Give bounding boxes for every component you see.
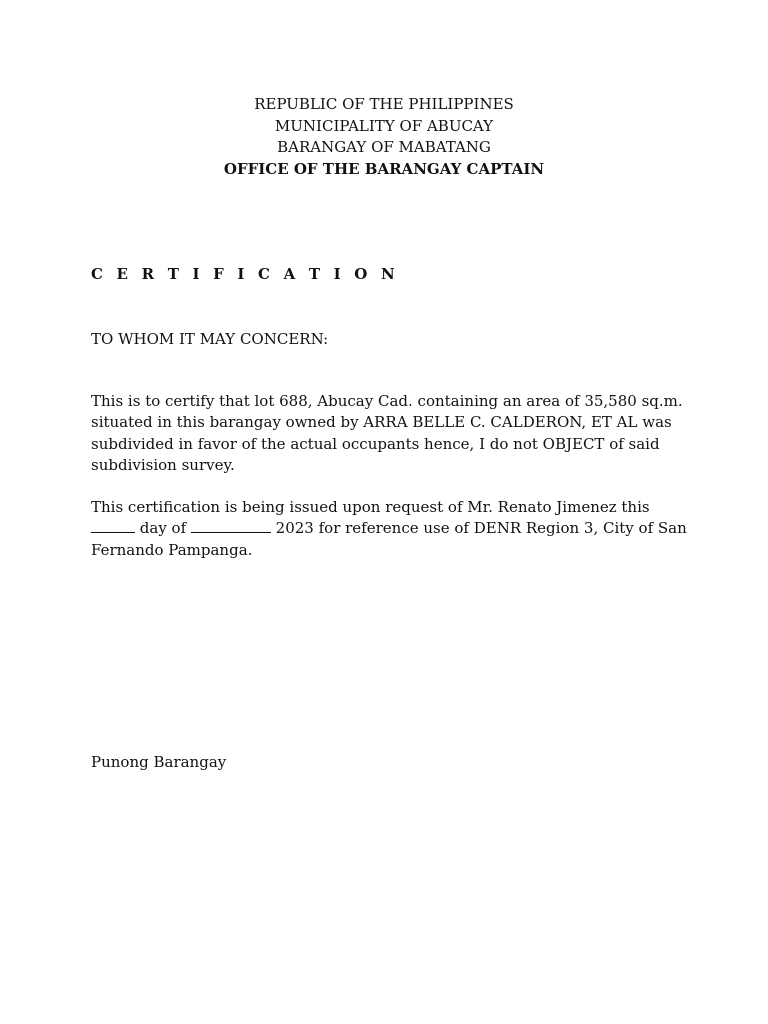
paragraph-2-line-1: This certification is being issued upon request of Mr. Renato Jimenez this — [91, 498, 650, 516]
certification-paragraph-1 — [91, 391, 691, 476]
paragraph-1-line-4: subdivision survey. — [91, 455, 235, 474]
year-reference-text: 2023 for reference use of DENR Region 3, City of San — [270, 519, 687, 538]
header-republic: REPUBLIC OF THE PHILIPPINES — [254, 95, 514, 113]
header-municipality: MUNICIPALITY OF ABUCAY — [274, 116, 494, 135]
certification-title: C E R T I F I C A T I O N — [91, 265, 399, 283]
month-blank-line — [191, 520, 271, 533]
header-barangay: BARANGAY OF MABATANG — [277, 138, 491, 156]
document-header — [0, 94, 768, 180]
salutation: TO WHOM IT MAY CONCERN: — [91, 330, 329, 348]
certification-paragraph-2 — [91, 497, 691, 561]
paragraph-2-line-3: Fernando Pampanga. — [91, 540, 253, 559]
day-of-text: day of — [135, 519, 191, 538]
paragraph-1-line-2: situated in this barangay owned by ARRA BELLE C. CALDERON, ET AL was — [91, 413, 672, 432]
day-blank-line — [91, 520, 135, 533]
paragraph-1-line-3: subdivided in favor of the actual occupants hence, I do not OBJECT of said — [91, 434, 660, 453]
paragraph-2-line-2 — [91, 518, 691, 539]
header-office: OFFICE OF THE BARANGAY CAPTAIN — [223, 159, 545, 178]
signature-title: Punong Barangay — [91, 753, 227, 771]
paragraph-1-line-1: This is to certify that lot 688, Abucay Cad. containing an area of 35,580 sq.m. — [91, 392, 683, 410]
